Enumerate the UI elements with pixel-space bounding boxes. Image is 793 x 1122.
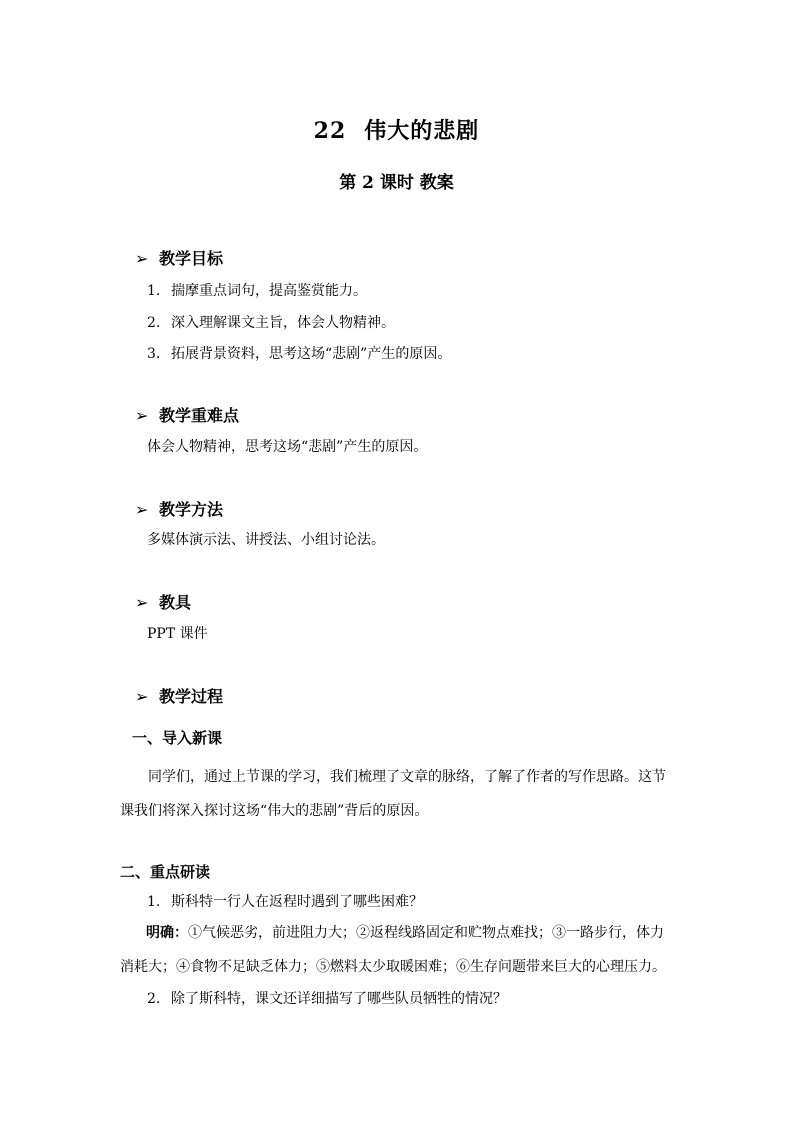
- question-number: 1.: [147, 894, 161, 910]
- question-text: 除了斯科特，课文还详细描写了哪些队员牺牲的情况？: [171, 991, 507, 1007]
- question-item: [147, 891, 423, 911]
- list-item-text: 揣摩重点词句，提高鉴赏能力。: [171, 283, 367, 299]
- section-heading-methods: [135, 497, 223, 520]
- section-heading-text: 教学重难点: [159, 406, 240, 425]
- bullet-arrow-icon: ➢: [135, 500, 149, 519]
- part2-heading: 二、重点研读: [120, 863, 211, 881]
- answer-paragraph: [120, 916, 676, 984]
- section-heading-objectives: [135, 246, 223, 269]
- section-heading-text: 教学目标: [159, 249, 224, 268]
- key-points-text: 体会人物精神，思考这场“悲剧”产生的原因。: [147, 439, 428, 455]
- section-heading-process: [135, 684, 223, 707]
- bullet-arrow-icon: ➢: [135, 249, 149, 268]
- section-heading-text: 教具: [159, 593, 192, 612]
- lesson-number: 22: [313, 118, 347, 144]
- answer-label: 明确：: [146, 925, 188, 941]
- part1-paragraph: 同学们，通过上节课的学习，我们梳理了文章的脉络，了解了作者的写作思路。这节课我们将深入探讨这场“伟大的悲剧”背后的原因。: [120, 769, 666, 819]
- section-heading-text: 教学过程: [159, 687, 224, 706]
- page-title: [0, 114, 793, 145]
- page-subtitle: 第 2 课时 教案: [339, 173, 454, 193]
- list-item: [147, 280, 367, 300]
- list-item-text: 深入理解课文主旨，体会人物精神。: [171, 315, 395, 331]
- list-item: [147, 343, 451, 363]
- section-heading-text: 教学方法: [159, 500, 224, 519]
- list-item-number: 2.: [147, 315, 161, 331]
- list-item-number: 1.: [147, 283, 161, 299]
- answer-text: ①气候恶劣，前进阻力大；②返程线路固定和贮物点难找；③一路步行，体力消耗大；④食物不足缺乏体力；⑤燃料太少取暖困难；⑥生存问题带来巨大的心理压力。: [120, 925, 666, 975]
- part1-heading: 一、导入新课: [132, 729, 223, 747]
- list-item: [147, 312, 395, 332]
- question-text: 斯科特一行人在返程时遇到了哪些困难？: [171, 894, 423, 910]
- methods-text: 多媒体演示法、讲授法、小组讨论法。: [147, 532, 385, 548]
- section-heading-tools: [135, 590, 191, 613]
- bullet-arrow-icon: ➢: [135, 593, 149, 612]
- list-item-number: 3.: [147, 346, 161, 362]
- list-item-text: 拓展背景资料，思考这场“悲剧”产生的原因。: [171, 346, 452, 362]
- section-heading-key-points: [135, 403, 239, 426]
- question-item: [147, 988, 507, 1008]
- bullet-arrow-icon: ➢: [135, 687, 149, 706]
- bullet-arrow-icon: ➢: [135, 406, 149, 425]
- tools-text: PPT 课件: [147, 626, 208, 642]
- lesson-title: 伟大的悲剧: [364, 118, 480, 144]
- question-number: 2.: [147, 991, 161, 1007]
